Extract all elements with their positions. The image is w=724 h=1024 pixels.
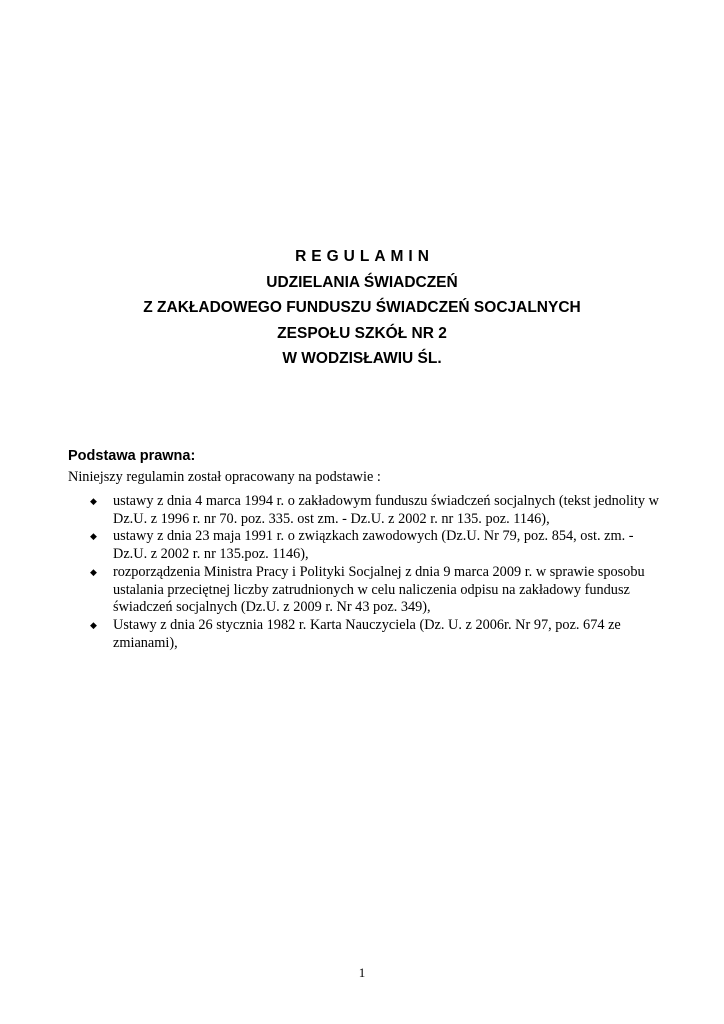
legal-basis-item xyxy=(90,564,690,617)
legal-basis-item-line: ustawy z dnia 4 marca 1994 r. o zakładowym funduszu świadczeń socjalnych (tekst jednolity w xyxy=(113,493,659,509)
legal-basis-item xyxy=(90,528,690,563)
legal-basis-item-line: Ustawy z dnia 26 stycznia 1982 r. Karta Nauczyciela (Dz. U. z 2006r. Nr 97, poz. 674 ze xyxy=(113,616,621,633)
legal-basis-item-line: zmianami), xyxy=(113,634,178,651)
bullet-icon: ◆ xyxy=(90,619,97,630)
document-title xyxy=(0,244,724,372)
title-school: ZESPOŁU SZKÓŁ NR 2 xyxy=(277,324,447,342)
title-subject: UDZIELANIA ŚWIADCZEŃ xyxy=(266,273,458,291)
legal-basis-item-line: rozporządzenia Ministra Pracy i Polityki Socjalnej z dnia 9 marca 2009 r. w sprawie sposobu xyxy=(113,563,645,580)
legal-basis-heading: Podstawa prawna: xyxy=(68,448,196,464)
legal-basis-item xyxy=(90,617,690,652)
legal-basis-item-line: ustalania przeciętnej liczby zatrudnionych w celu naliczenia odpisu na zakładowy fundusz xyxy=(113,581,630,598)
title-fund: Z ZAKŁADOWEGO FUNDUSZU ŚWIADCZEŃ SOCJALNYCH xyxy=(143,299,581,316)
legal-basis-item-line: ustawy z dnia 23 maja 1991 r. o związkach zawodowych (Dz.U. Nr 79, poz. 854, ost. zm. - xyxy=(113,528,634,545)
bullet-icon: ◆ xyxy=(90,496,97,506)
title-regulamin: REGULAMIN xyxy=(295,248,434,265)
title-city: W WODZISŁAWIU ŚL. xyxy=(282,350,442,367)
legal-basis-item-line: Dz.U. z 1996 r. nr 70. poz. 335. ost zm. - Dz.U. z 2002 r. nr 135. poz. 1146), xyxy=(113,510,550,527)
bullet-icon: ◆ xyxy=(90,566,97,577)
page-number: 1 xyxy=(358,965,366,980)
legal-basis-item xyxy=(90,493,690,528)
legal-basis-list xyxy=(90,493,690,652)
legal-basis-item-line: świadczeń socjalnych (Dz.U. z 2009 r. Nr 43 poz. 349), xyxy=(113,599,431,616)
legal-basis-intro: Niniejszy regulamin został opracowany na podstawie : xyxy=(68,469,381,485)
legal-basis-item-line: Dz.U. z 2002 r. nr 135.poz. 1146), xyxy=(113,546,309,563)
bullet-icon: ◆ xyxy=(90,531,97,542)
